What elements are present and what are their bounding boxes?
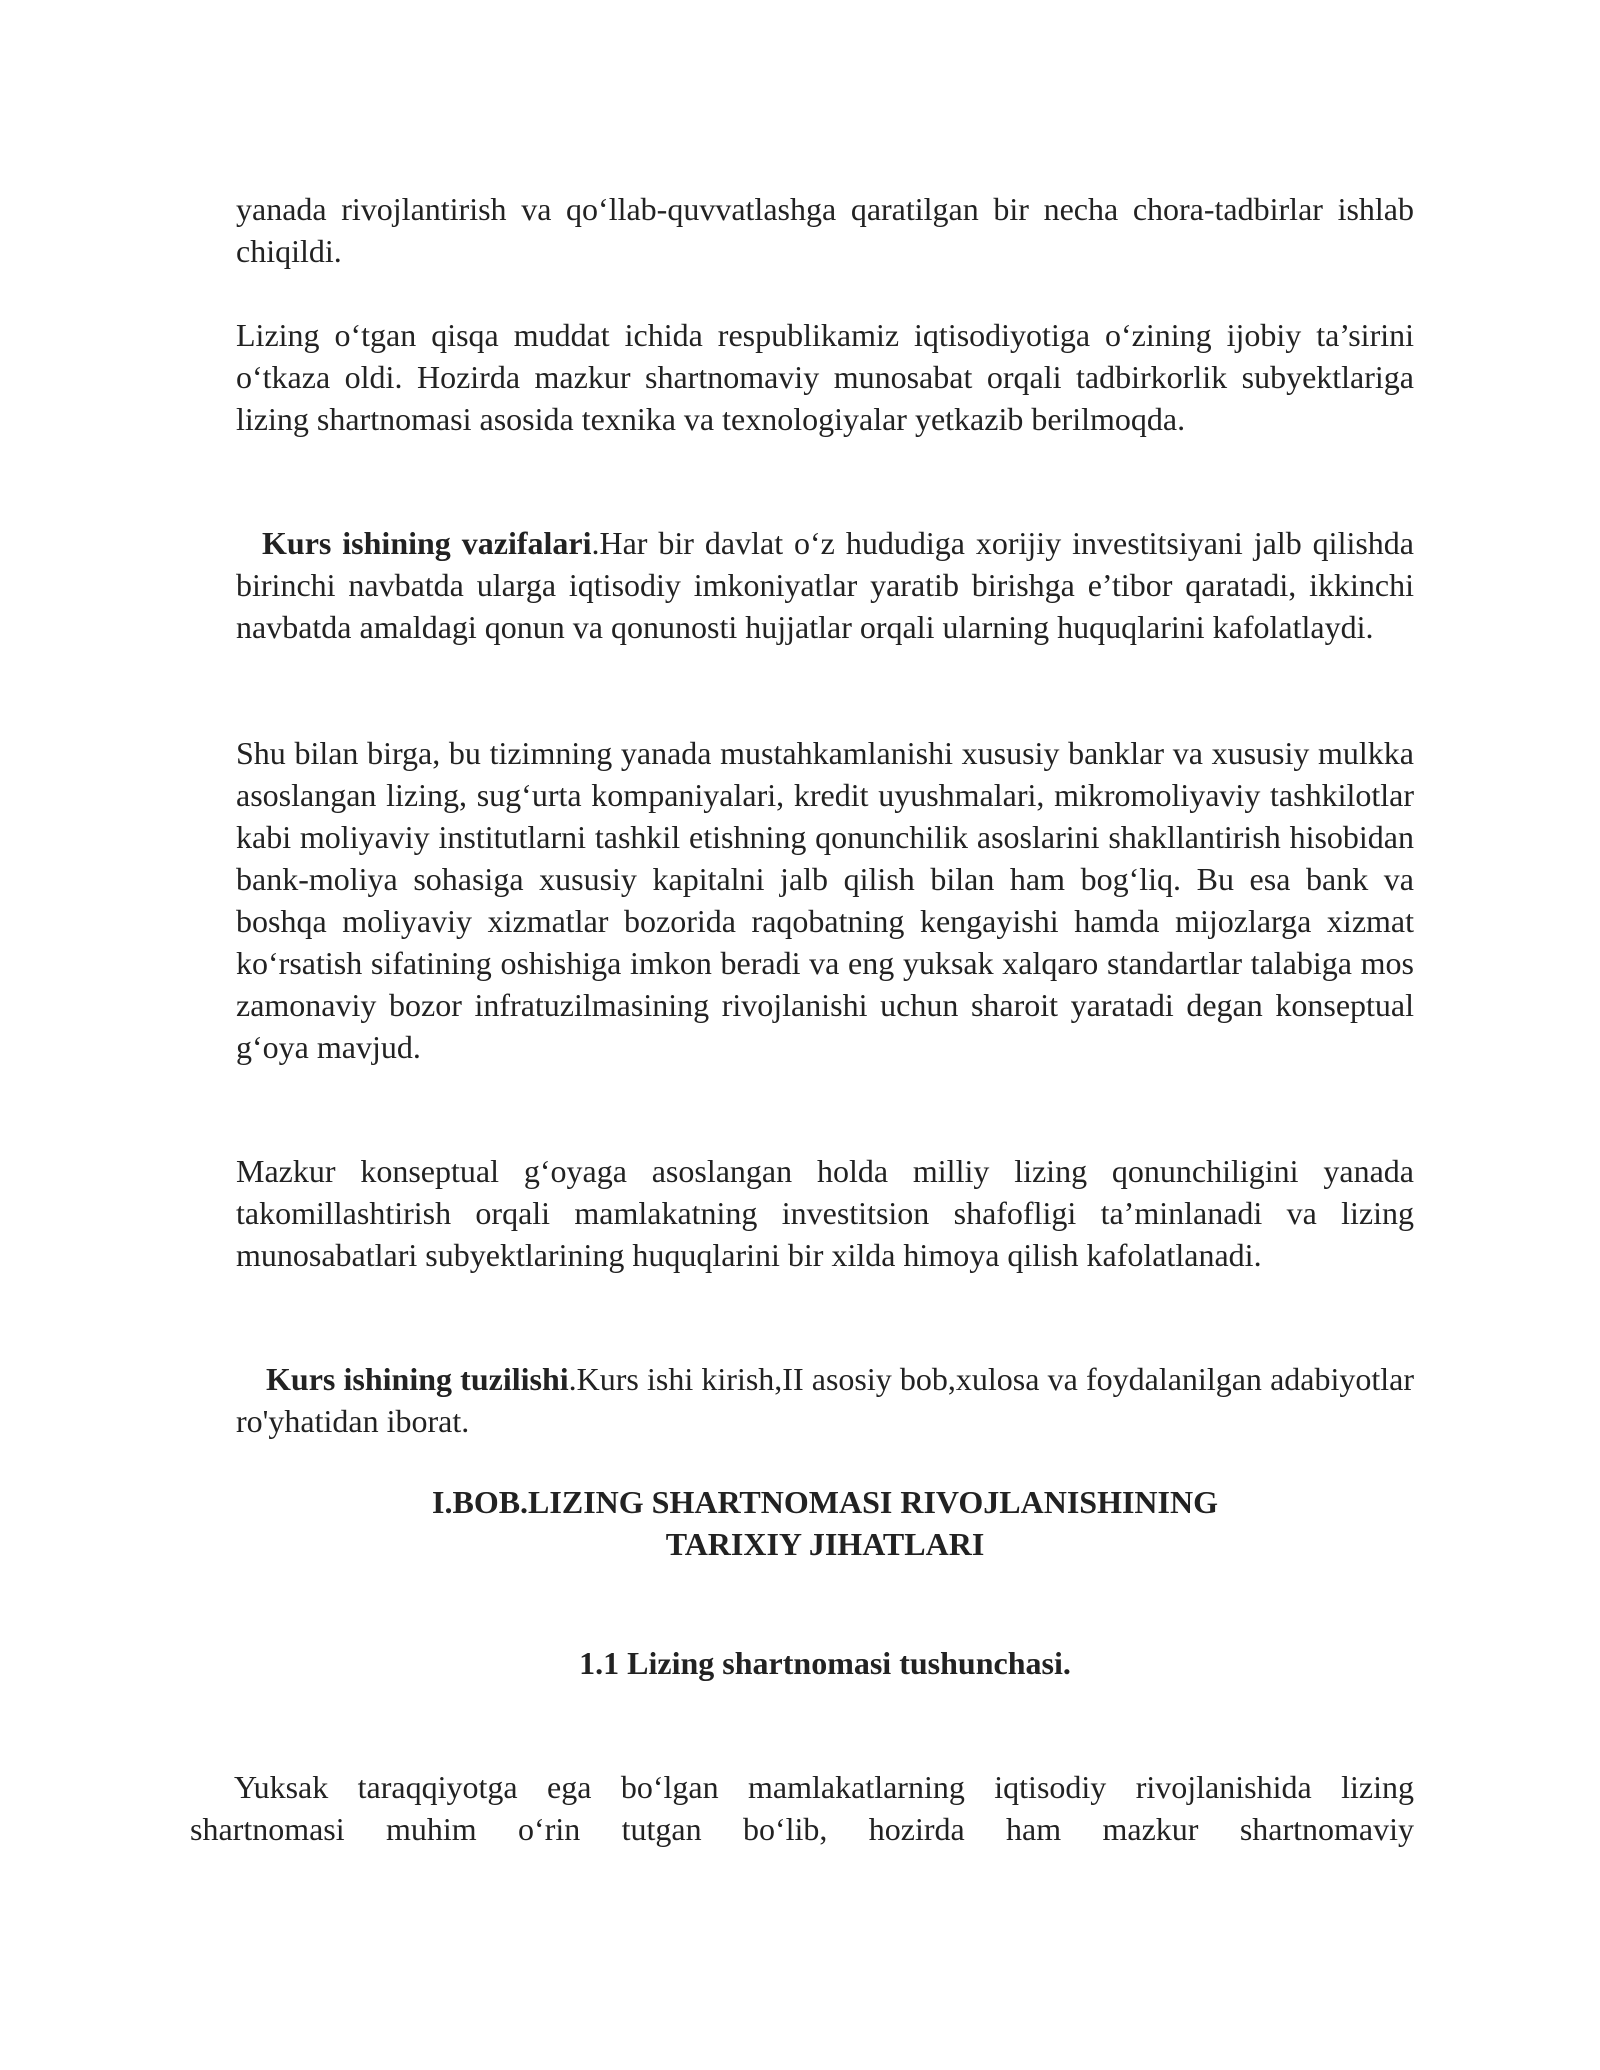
paragraph-system-strengthening: Shu bilan birga, bu tizimning yanada mustahkamlanishi xususiy banklar va xususiy mulkka asoslangan lizing, sug‘urta kompaniyalari, kredit uyushmalari, mikromoliyaviy tashkilotlar kabi moliyaviy institutlarni tashkil etishning qonunchilik asoslarini shakllantirish hisobidan bank-moliya sohasiga xususiy kapitalni jalb qilish bilan ham bog‘liq. Bu esa bank va boshqa moliyaviy xizmatlar bozorida raqobatning kengayishi hamda mijozlarga xizmat ko‘rsatish sifatining oshishiga imkon beradi va eng yuksak xalqaro standartlar talabiga mos zamonaviy bozor infratuzilmasining rivojlanishi uchun sharoit yaratadi degan konseptual g‘oya mavjud.: [236, 735, 1414, 1065]
paragraph-conceptual-idea: Mazkur konseptual g‘oyaga asoslangan holda milliy lizing qonunchiligini yanada takomillashtirish orqali mamlakatning investitsion shafofligi ta’minlanadi va lizing munosabatlari subyektlarining huquqlarini bir xilda himoya qilish kafolatlanadi.: [236, 1153, 1414, 1273]
chapter-heading: [236, 1481, 1414, 1565]
paragraph-continuation: yanada rivojlantirish va qo‘llab-quvvatlashga qaratilgan bir necha chora-tadbirlar ishlab chiqildi.: [236, 191, 1414, 269]
section-heading: 1.1 Lizing shartnomasi tushunchasi.: [579, 1645, 1071, 1681]
chapter-heading-line-2: TARIXIY JIHATLARI: [665, 1526, 985, 1562]
course-tasks-lead: Kurs ishining vazifalari: [262, 525, 592, 561]
course-tasks-body: .Har bir davlat o‘z hududiga xorijiy investitsiyani jalb qilishda birinchi navbatda ularga iqtisodiy imkoniyatlar yaratib birishga e’tibor qaratadi, ikkinchi navbatda amaldagi qonun va qonunosti hujjatlar orqali ularning huquqlarini kafolatlaydi.: [236, 525, 1414, 645]
paragraph-section-intro: Yuksak taraqqiyotga ega bo‘lgan mamlakatlarning iqtisodiy rivojlanishida lizing shartnomasi muhim o‘rin tutgan bo‘lib, hozirda ham mazkur shartnomaviy: [190, 1769, 1414, 1847]
paragraph-lizing-impact: Lizing o‘tgan qisqa muddat ichida respublikamiz iqtisodiyotiga o‘zining ijobiy ta’sirini o‘tkaza oldi. Hozirda mazkur shartnomaviy munosabat orqali tadbirkorlik subyektlariga lizing shartnomasi asosida texnika va texnologiyalar yetkazib berilmoqda.: [236, 317, 1414, 437]
paragraph-course-tasks: [236, 522, 1414, 648]
course-structure-body: .Kurs ishi kirish,II asosiy bob,xulosa va foydalanilgan adabiyotlar ro'yhatidan iborat.: [236, 1361, 1415, 1439]
course-structure-lead: Kurs ishining tuzilishi: [266, 1361, 569, 1397]
paragraph-course-structure: [236, 1358, 1414, 1442]
chapter-heading-line-1: I.BOB.LIZING SHARTNOMASI RIVOJLANISHINING: [432, 1484, 1218, 1520]
